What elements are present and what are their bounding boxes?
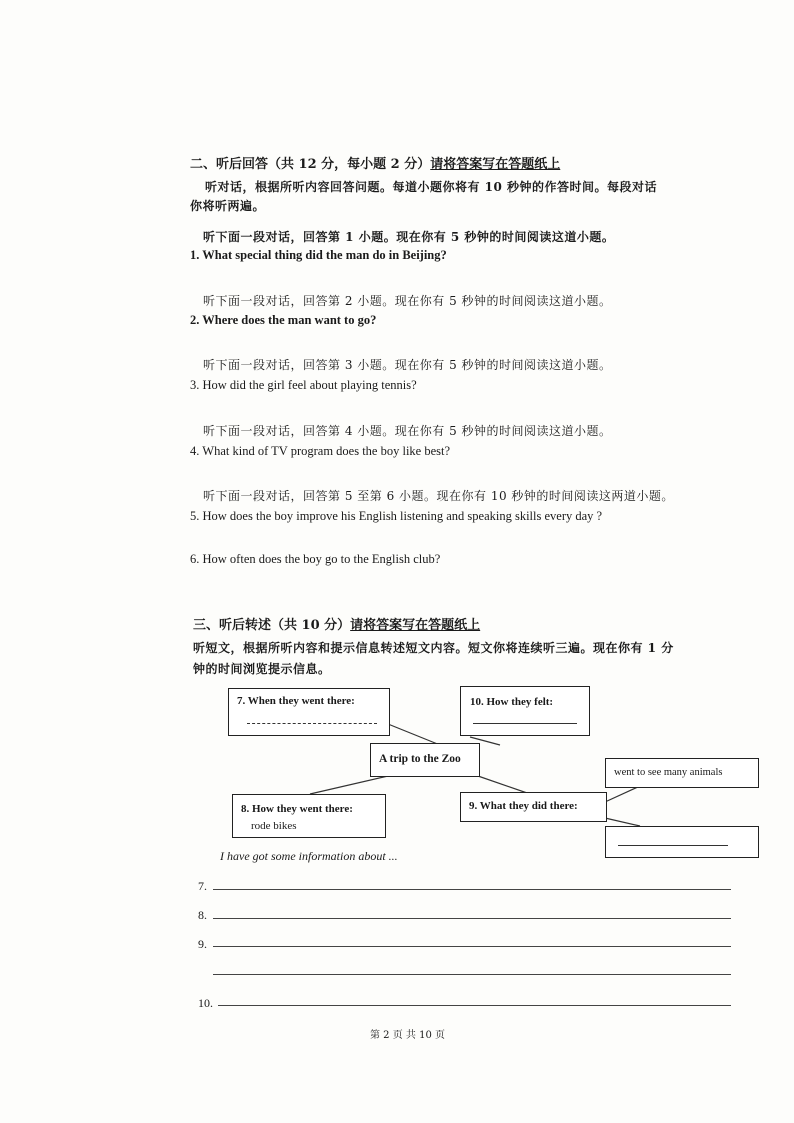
- answer-number: 10.: [198, 996, 213, 1010]
- box-10-label: 10. How they felt:: [470, 696, 554, 708]
- question-prompt: 听下面一段对话，回答第 5 至第 6 小题。现在你有 10 秒钟的时间阅读这两道小题。: [203, 489, 674, 503]
- question-text: 5. How does the boy improve his English listening and speaking skills every day ?: [190, 509, 603, 523]
- connector-9-hint: [605, 786, 640, 802]
- page-footer: 第 2 页 共 10 页: [370, 1030, 445, 1041]
- connector-7: [388, 724, 440, 745]
- question-prompt: 听下面一段对话，回答第 1 小题。现在你有 5 秒钟的时间阅读这道小题。: [203, 230, 615, 244]
- answer-number: 7.: [198, 879, 207, 893]
- answer-line-9b[interactable]: [213, 974, 731, 975]
- mindmap-box-10: [460, 686, 590, 736]
- box-10-blank[interactable]: [473, 723, 577, 724]
- section2-instructions-2: 你将听两遍。: [190, 199, 266, 213]
- section2-heading-note: 请将答案写在答题纸上: [430, 157, 561, 172]
- box-8-label: 8. How they went there:: [241, 803, 353, 815]
- answer-line-10[interactable]: [218, 1005, 731, 1006]
- section2-instructions-1: 听对话，根据所听内容回答问题。每道小题你将有 10 秒钟的作答时间。每段对话: [205, 180, 658, 194]
- question-prompt: 听下面一段对话，回答第 3 小题。现在你有 5 秒钟的时间阅读这道小题。: [203, 358, 612, 372]
- section2-heading-text: 二、听后回答（共 12 分，每小题 2 分）: [190, 157, 431, 172]
- section3-heading-text: 三、听后转述（共 10 分）: [193, 618, 351, 633]
- question-prompt: 听下面一段对话，回答第 2 小题。现在你有 5 秒钟的时间阅读这道小题。: [203, 294, 612, 308]
- question-text: 6. How often does the boy go to the English club?: [190, 552, 441, 566]
- mindmap-box-7: [228, 688, 390, 736]
- mindmap-box-9: [460, 792, 607, 822]
- connector-8: [310, 776, 388, 794]
- mindmap-center-label: A trip to the Zoo: [379, 753, 461, 765]
- question-text: 1. What special thing did the man do in Beijing?: [190, 248, 447, 262]
- mindmap-box-9-blank: [605, 826, 759, 858]
- question-text: 4. What kind of TV program does the boy like best?: [190, 444, 451, 458]
- question-text: 2. Where does the man want to go?: [190, 313, 377, 327]
- section3-heading-note: 请将答案写在答题纸上: [350, 618, 481, 633]
- question-prompt: 听下面一段对话，回答第 4 小题。现在你有 5 秒钟的时间阅读这道小题。: [203, 424, 612, 438]
- question-text: 3. How did the girl feel about playing tennis?: [190, 378, 417, 392]
- box-9-hint-text: went to see many animals: [614, 767, 723, 778]
- lead-in: I have got some information about ...: [220, 849, 398, 863]
- mindmap-box-9-hint: [605, 758, 759, 788]
- answer-line-7[interactable]: [213, 889, 731, 890]
- answer-number: 8.: [198, 908, 207, 922]
- mindmap-center: [370, 743, 480, 777]
- box-9-blank-line[interactable]: [618, 845, 728, 846]
- answer-number: 9.: [198, 937, 207, 951]
- answer-line-9a[interactable]: [213, 946, 731, 947]
- box-7-label: 7. When they went there:: [237, 695, 355, 707]
- mindmap-box-8: [232, 794, 386, 838]
- box-9-label: 9. What they did there:: [469, 800, 578, 812]
- connector-9-blank: [605, 818, 640, 826]
- box-8-value: rode bikes: [251, 820, 297, 832]
- section3-instructions-1: 听短文，根据所听内容和提示信息转述短文内容。短文你将连续听三遍。现在你有 1 分: [193, 641, 674, 655]
- section3-instructions-2: 钟的时间浏览提示信息。: [193, 662, 331, 676]
- answer-line-8[interactable]: [213, 918, 731, 919]
- box-7-blank[interactable]: [247, 723, 377, 724]
